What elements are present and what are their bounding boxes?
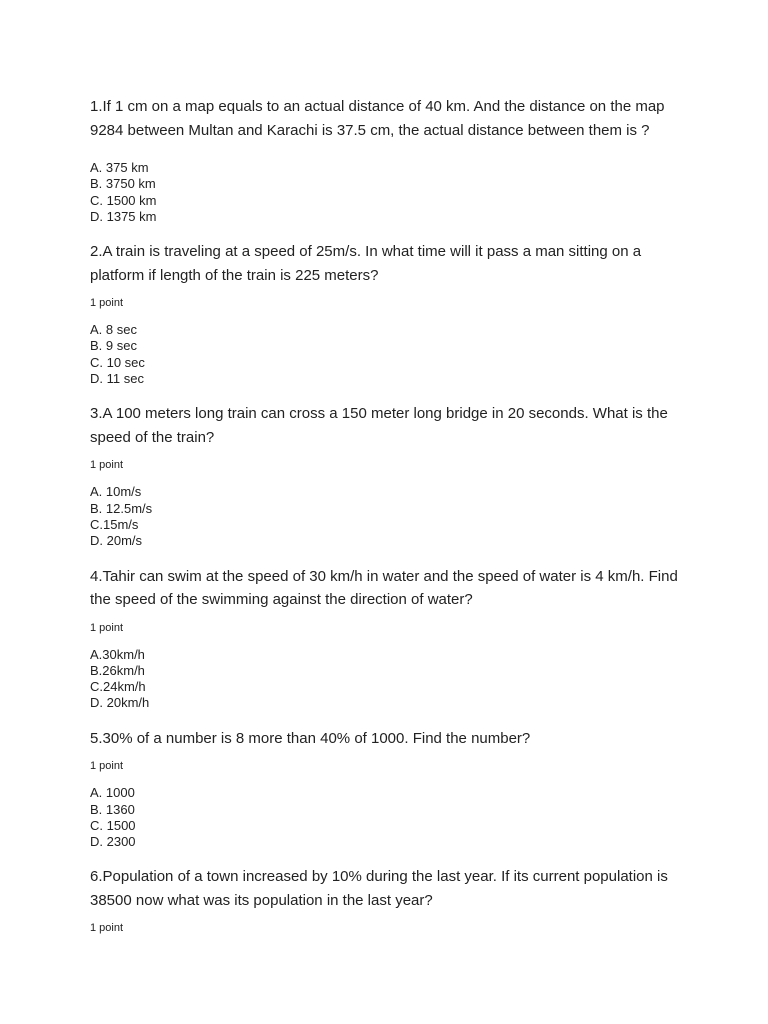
options-list bbox=[90, 160, 688, 225]
option-b: B. 1360 bbox=[90, 801, 135, 817]
option-d: D. 11 sec bbox=[90, 371, 144, 387]
options-list bbox=[90, 785, 688, 850]
options-list bbox=[90, 322, 688, 387]
option-a: A.30km/h bbox=[90, 646, 145, 662]
option-a: A. 10m/s bbox=[90, 484, 142, 500]
option-d: D. 2300 bbox=[90, 834, 136, 850]
question-text: 1.If 1 cm on a map equals to an actual distance of 40 km. And the distance on the map 9284 between Multan and Karachi is 37.5 cm, the actual distance between them is ? bbox=[90, 98, 665, 139]
option-c: C. 1500 bbox=[90, 817, 136, 833]
question-6 bbox=[90, 865, 688, 935]
option-c: C.24km/h bbox=[90, 679, 146, 695]
option-c: C. 1500 km bbox=[90, 192, 157, 208]
question-3 bbox=[90, 402, 688, 549]
question-text: 4.Tahir can swim at the speed of 30 km/h in water and the speed of water is 4 km/h. Find the speed of the swimming against the direction of water? bbox=[90, 567, 678, 609]
points-label: 1 point bbox=[90, 459, 124, 472]
question-4 bbox=[90, 565, 688, 712]
points-label: 1 point bbox=[90, 922, 124, 935]
option-a: A. 8 sec bbox=[90, 322, 137, 338]
question-5 bbox=[90, 727, 688, 851]
option-a: A. 1000 bbox=[90, 785, 135, 801]
options-list bbox=[90, 484, 688, 549]
option-b: B. 9 sec bbox=[90, 338, 137, 354]
options-list bbox=[90, 647, 688, 712]
question-text: 3.A 100 meters long train can cross a 150 meter long bridge in 20 seconds. What is the speed of the train? bbox=[90, 405, 668, 446]
option-c: C. 10 sec bbox=[90, 354, 145, 370]
option-b: B.26km/h bbox=[90, 662, 145, 678]
option-b: B. 3750 km bbox=[90, 176, 156, 192]
question-text: 5.30% of a number is 8 more than 40% of 1000. Find the number? bbox=[90, 729, 531, 747]
points-label: 1 point bbox=[90, 760, 124, 773]
option-c: C.15m/s bbox=[90, 516, 139, 532]
option-b: B. 12.5m/s bbox=[90, 500, 153, 516]
option-d: D. 1375 km bbox=[90, 208, 157, 224]
option-d: D. 20km/h bbox=[90, 695, 150, 711]
question-text: 2.A train is traveling at a speed of 25m/s. In what time will it pass a man sitting on a platform if length of the train is 225 meters? bbox=[90, 243, 642, 284]
points-label: 1 point bbox=[90, 621, 124, 634]
points-label: 1 point bbox=[90, 297, 124, 310]
option-d: D. 20m/s bbox=[90, 533, 143, 549]
question-1 bbox=[90, 95, 688, 225]
question-text: 6.Population of a town increased by 10% during the last year. If its current population is 38500 now what was its population in the last year? bbox=[90, 868, 668, 909]
question-2 bbox=[90, 240, 688, 387]
option-a: A. 375 km bbox=[90, 160, 149, 175]
